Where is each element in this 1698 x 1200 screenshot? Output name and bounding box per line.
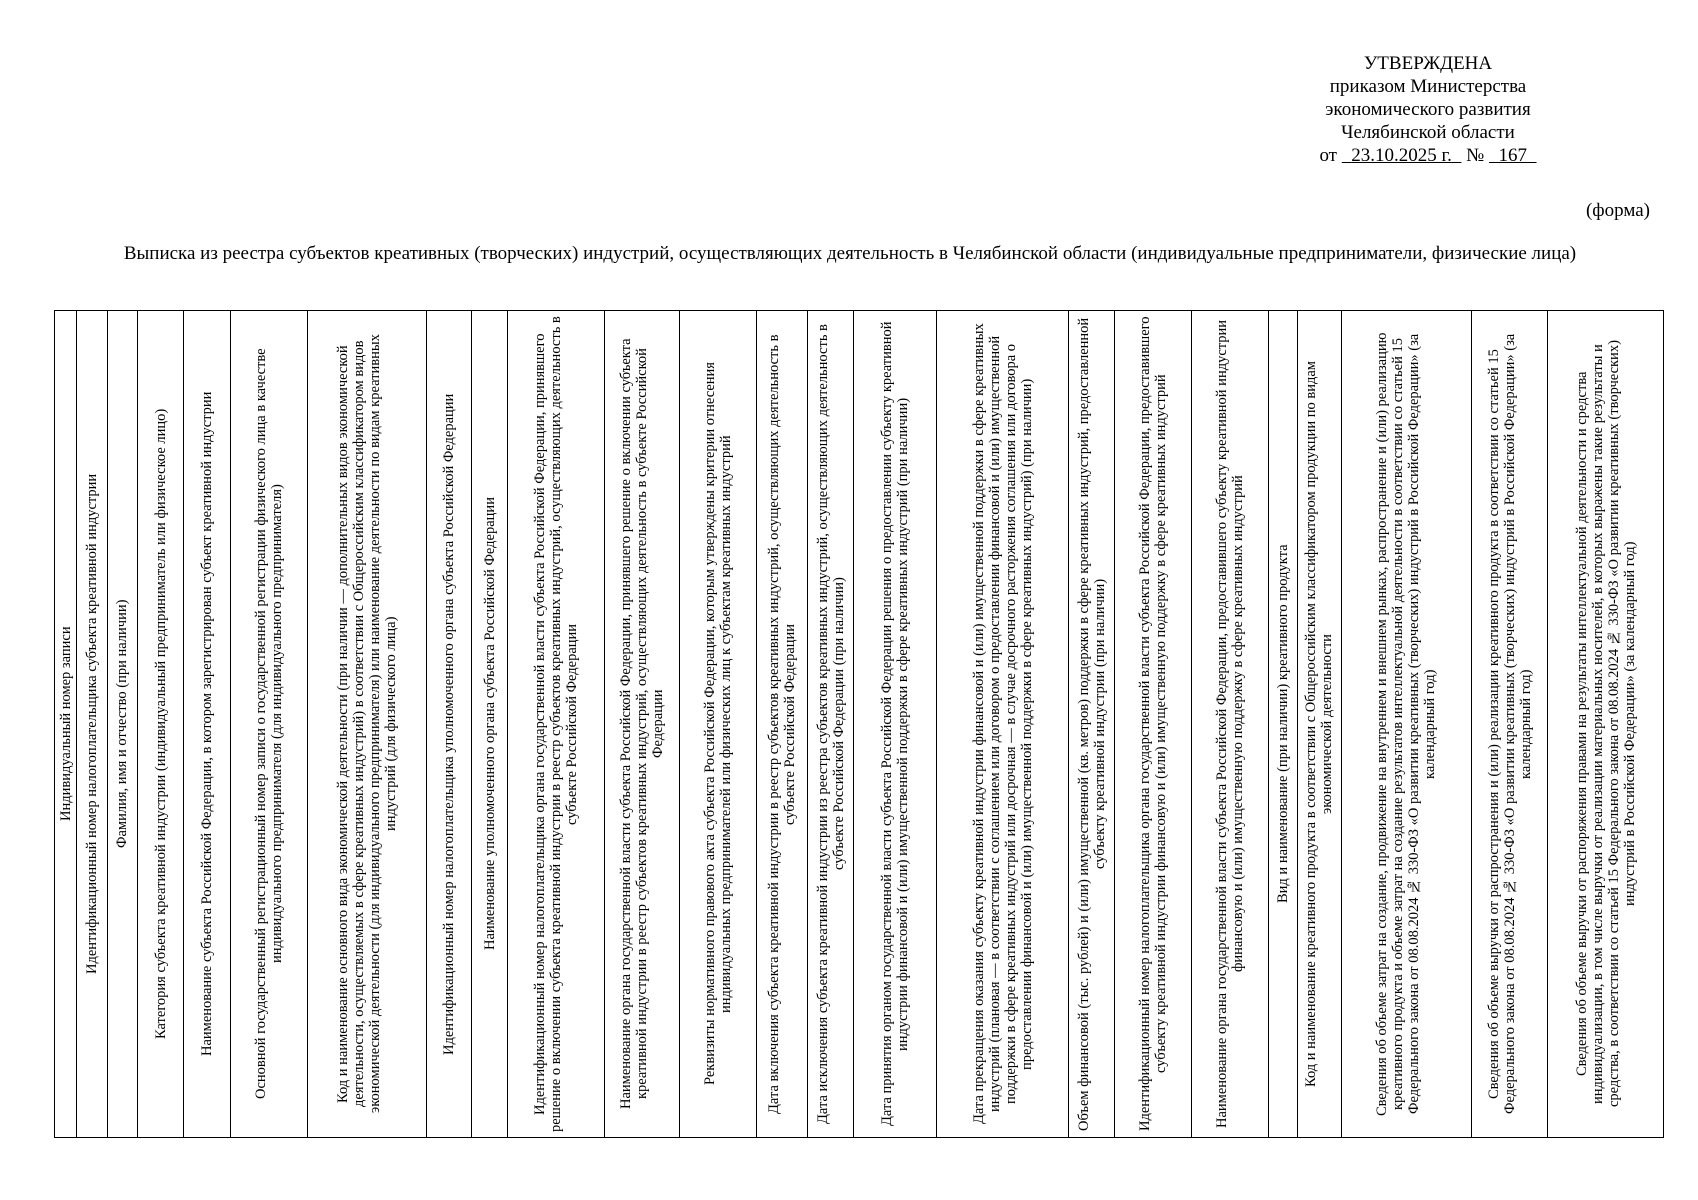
- header-cell: [854, 311, 937, 1138]
- header-cell: [680, 311, 757, 1138]
- header-cell: [1269, 311, 1297, 1138]
- header-cell: [77, 311, 107, 1138]
- header-text: Объем финансовой (тыс. рублей) и (или) имущественной (кв. метров) поддержки в сфере креативных индустрий, предоставленной субъекту креативной индустрии (при наличии): [1075, 317, 1108, 1131]
- header-text: Идентификационный номер налогоплательщика субъекта креативной индустрии: [83, 473, 100, 975]
- header-cell: [605, 311, 680, 1138]
- approval-order-line: приказом Министерства: [1329, 76, 1527, 97]
- header-text: Категория субъекта креативной индустрии (индивидуальный предприниматель или физическое лицо): [152, 408, 169, 1040]
- header-text: Дата включения субъекта креативной индустрии в реестр субъектов креативных индустрий, осуществляющих деятельность в субъекте Российской Федерации: [766, 334, 798, 1114]
- header-cell: [1115, 311, 1192, 1138]
- approval-date-line: [1228, 144, 1628, 167]
- header-text: Сведения об объеме выручки от распространения и (или) реализации креативного продукта в соответствии со статьей 15 Федерального закона от 08.08.2024 № 330-ФЗ «О развитии креативных (творческих) индустрий в Российской Федерации» (за календарный год): [1485, 333, 1534, 1115]
- header-text: Наименование органа государственной власти субъекта Российской Федерации, предоставившего субъекту креативной индустрии финансовую и (или) имущественную поддержку в сфере креативных индустрий: [1214, 319, 1247, 1129]
- header-cell: [1297, 311, 1342, 1138]
- header-cell: [55, 311, 77, 1138]
- form-note: (форма): [1585, 200, 1650, 221]
- approval-stamp: [1228, 52, 1628, 167]
- header-text: Наименование органа государственной власти субъекта Российской Федерации, принявшего решение о включении субъекта креативной индустрии в реестр субъектов креативных индустрий, осуществляющих деятельность в субъекте Российской Федерации: [618, 338, 667, 1110]
- header-text: Наименование субъекта Российской Федерации, в котором зарегистрирован субъект креативной индустрии: [199, 391, 216, 1057]
- approval-date: 23.10.2025 г.: [1351, 145, 1452, 166]
- registry-table: [54, 310, 1664, 1138]
- header-text: Код и наименование основного вида экономической деятельности (при наличии — дополнительных видов экономической деятельности, осуществляемых в сфере креативных индустрий) в соответствии с Общероссийским классификатором видов экономической деятельности (для индивидуального предпринимателя) или наименование деятельности по видам креативных индустрий (для физического лица): [335, 334, 400, 1114]
- header-cell: [427, 311, 472, 1138]
- document-title: Выписка из реестра субъектов креативных (творческих) индустрий, осуществляющих деятельность в Челябинской области (индивидуальные предприниматели, физические лица): [123, 243, 1577, 264]
- header-cell: [1471, 311, 1548, 1138]
- header-cell: [757, 311, 808, 1138]
- header-cell: [107, 311, 137, 1138]
- header-text: Индивидуальный номер записи: [57, 626, 74, 822]
- approval-number: 167: [1498, 145, 1528, 166]
- approval-heading: УТВЕРЖДЕНА: [1363, 53, 1493, 74]
- header-text: Идентификационный номер налогоплательщика органа государственной власти субъекта Российской Федерации, принявшего решение о включении субъекта креативной индустрии в реестр субъектов креативных индустрий, осуществляющих деятельность в субъекте Российской Федерации: [532, 316, 581, 1132]
- header-text: Дата прекращения оказания субъекту креативной индустрии финансовой и (или) имущественной поддержки в сфере креативных индустрий (плановая — в соответствии с соглашением или договором о предоставлении финансовой и (или) имущественной поддержки в сфере креативных индустрий или досрочная — в случае досрочного расторжения соглашения или договора о предоставлении финансовой и (или) имущественной поддержки в сфере креативных индустрий) (при наличии): [970, 323, 1035, 1125]
- header-text: Идентификационный номер налогоплательщика органа государственной власти субъекта Российской Федерации, предоставившего субъекту креативной индустрии финансовую и (или) имущественную поддержку в сфере креативных индустрий: [1137, 316, 1170, 1132]
- approval-number-sign: №: [1466, 145, 1485, 166]
- header-cell: [307, 311, 426, 1138]
- approval-region-line: Челябинской области: [1341, 122, 1515, 143]
- header-cell: [937, 311, 1069, 1138]
- header-text: Идентификационный номер налогоплательщика уполномоченного органа субъекта Российской Федерации: [441, 393, 458, 1055]
- header-cell: [471, 311, 507, 1138]
- approval-ministry-line: экономического развития: [1325, 99, 1531, 120]
- header-cell: [807, 311, 854, 1138]
- header-cell: [508, 311, 605, 1138]
- header-row: [55, 311, 1664, 1138]
- header-text: Наименование уполномоченного органа субъекта Российской Федерации: [481, 497, 498, 951]
- header-text: Реквизиты нормативного правового акта субъекта Российской Федерации, которым утверждены критерии отнесения индивидуальных предпринимателей или физических лиц к субъектам креативных индустрий: [702, 362, 735, 1086]
- header-cell: [1192, 311, 1269, 1138]
- header-text: Сведения об объеме затрат на создание, продвижение на внутреннем и внешнем рынках, распространение и (или) реализацию креативного продукта и объеме затрат на создание результатов интеллектуальной деятельности в соответствии со статьей 15 Федерального закона от 08.08.2024 № 330-ФЗ «О развитии креативных (творческих) индустрий в Российской Федерации» (за календарный год): [1374, 332, 1439, 1116]
- header-text: Дата принятия органом государственной власти субъекта Российской Федерации решения о предоставлении субъекту креативной индустрии финансовой и (или) имущественной поддержки в сфере креативных индустрий (при наличии): [879, 321, 912, 1127]
- header-cell: [1342, 311, 1472, 1138]
- header-cell: [231, 311, 308, 1138]
- header-text: Код и наименование креативного продукта в соответствии с Общероссийским классификатором продукции по видам экономической деятельности: [1303, 361, 1336, 1087]
- header-text: Дата исключения субъекта креативной индустрии из реестра субъектов креативных индустрий, осуществляющих деятельность в субъекте Российской Федерации (при наличии): [814, 324, 847, 1124]
- header-cell: [184, 311, 231, 1138]
- header-text: Основной государственный регистрационный номер записи о государственной регистрации физического лица в качестве индивидуального предпринимателя (для индивидуального предпринимателя): [252, 348, 285, 1100]
- approval-date-prefix: от: [1319, 145, 1337, 166]
- header-text: Вид и наименование (при наличии) креативного продукта: [1274, 544, 1291, 904]
- header-cell: [1068, 311, 1115, 1138]
- header-text: Фамилия, имя и отчество (при наличии): [114, 599, 131, 849]
- header-cell: [1548, 311, 1664, 1138]
- header-cell: [137, 311, 184, 1138]
- header-text: Сведения об объеме выручки от распоряжения правами на результаты интеллектуальной деятельности и средства индивидуализации, в том числе выручки от реализации материальных носителей, в которых выражены такие результаты и средства, в соответствии со статьей 15 Федерального закона от 08.08.2024 № 330-ФЗ «О развитии креативных (творческих) индустрий в Российской Федерации» (за календарный год): [1573, 340, 1638, 1108]
